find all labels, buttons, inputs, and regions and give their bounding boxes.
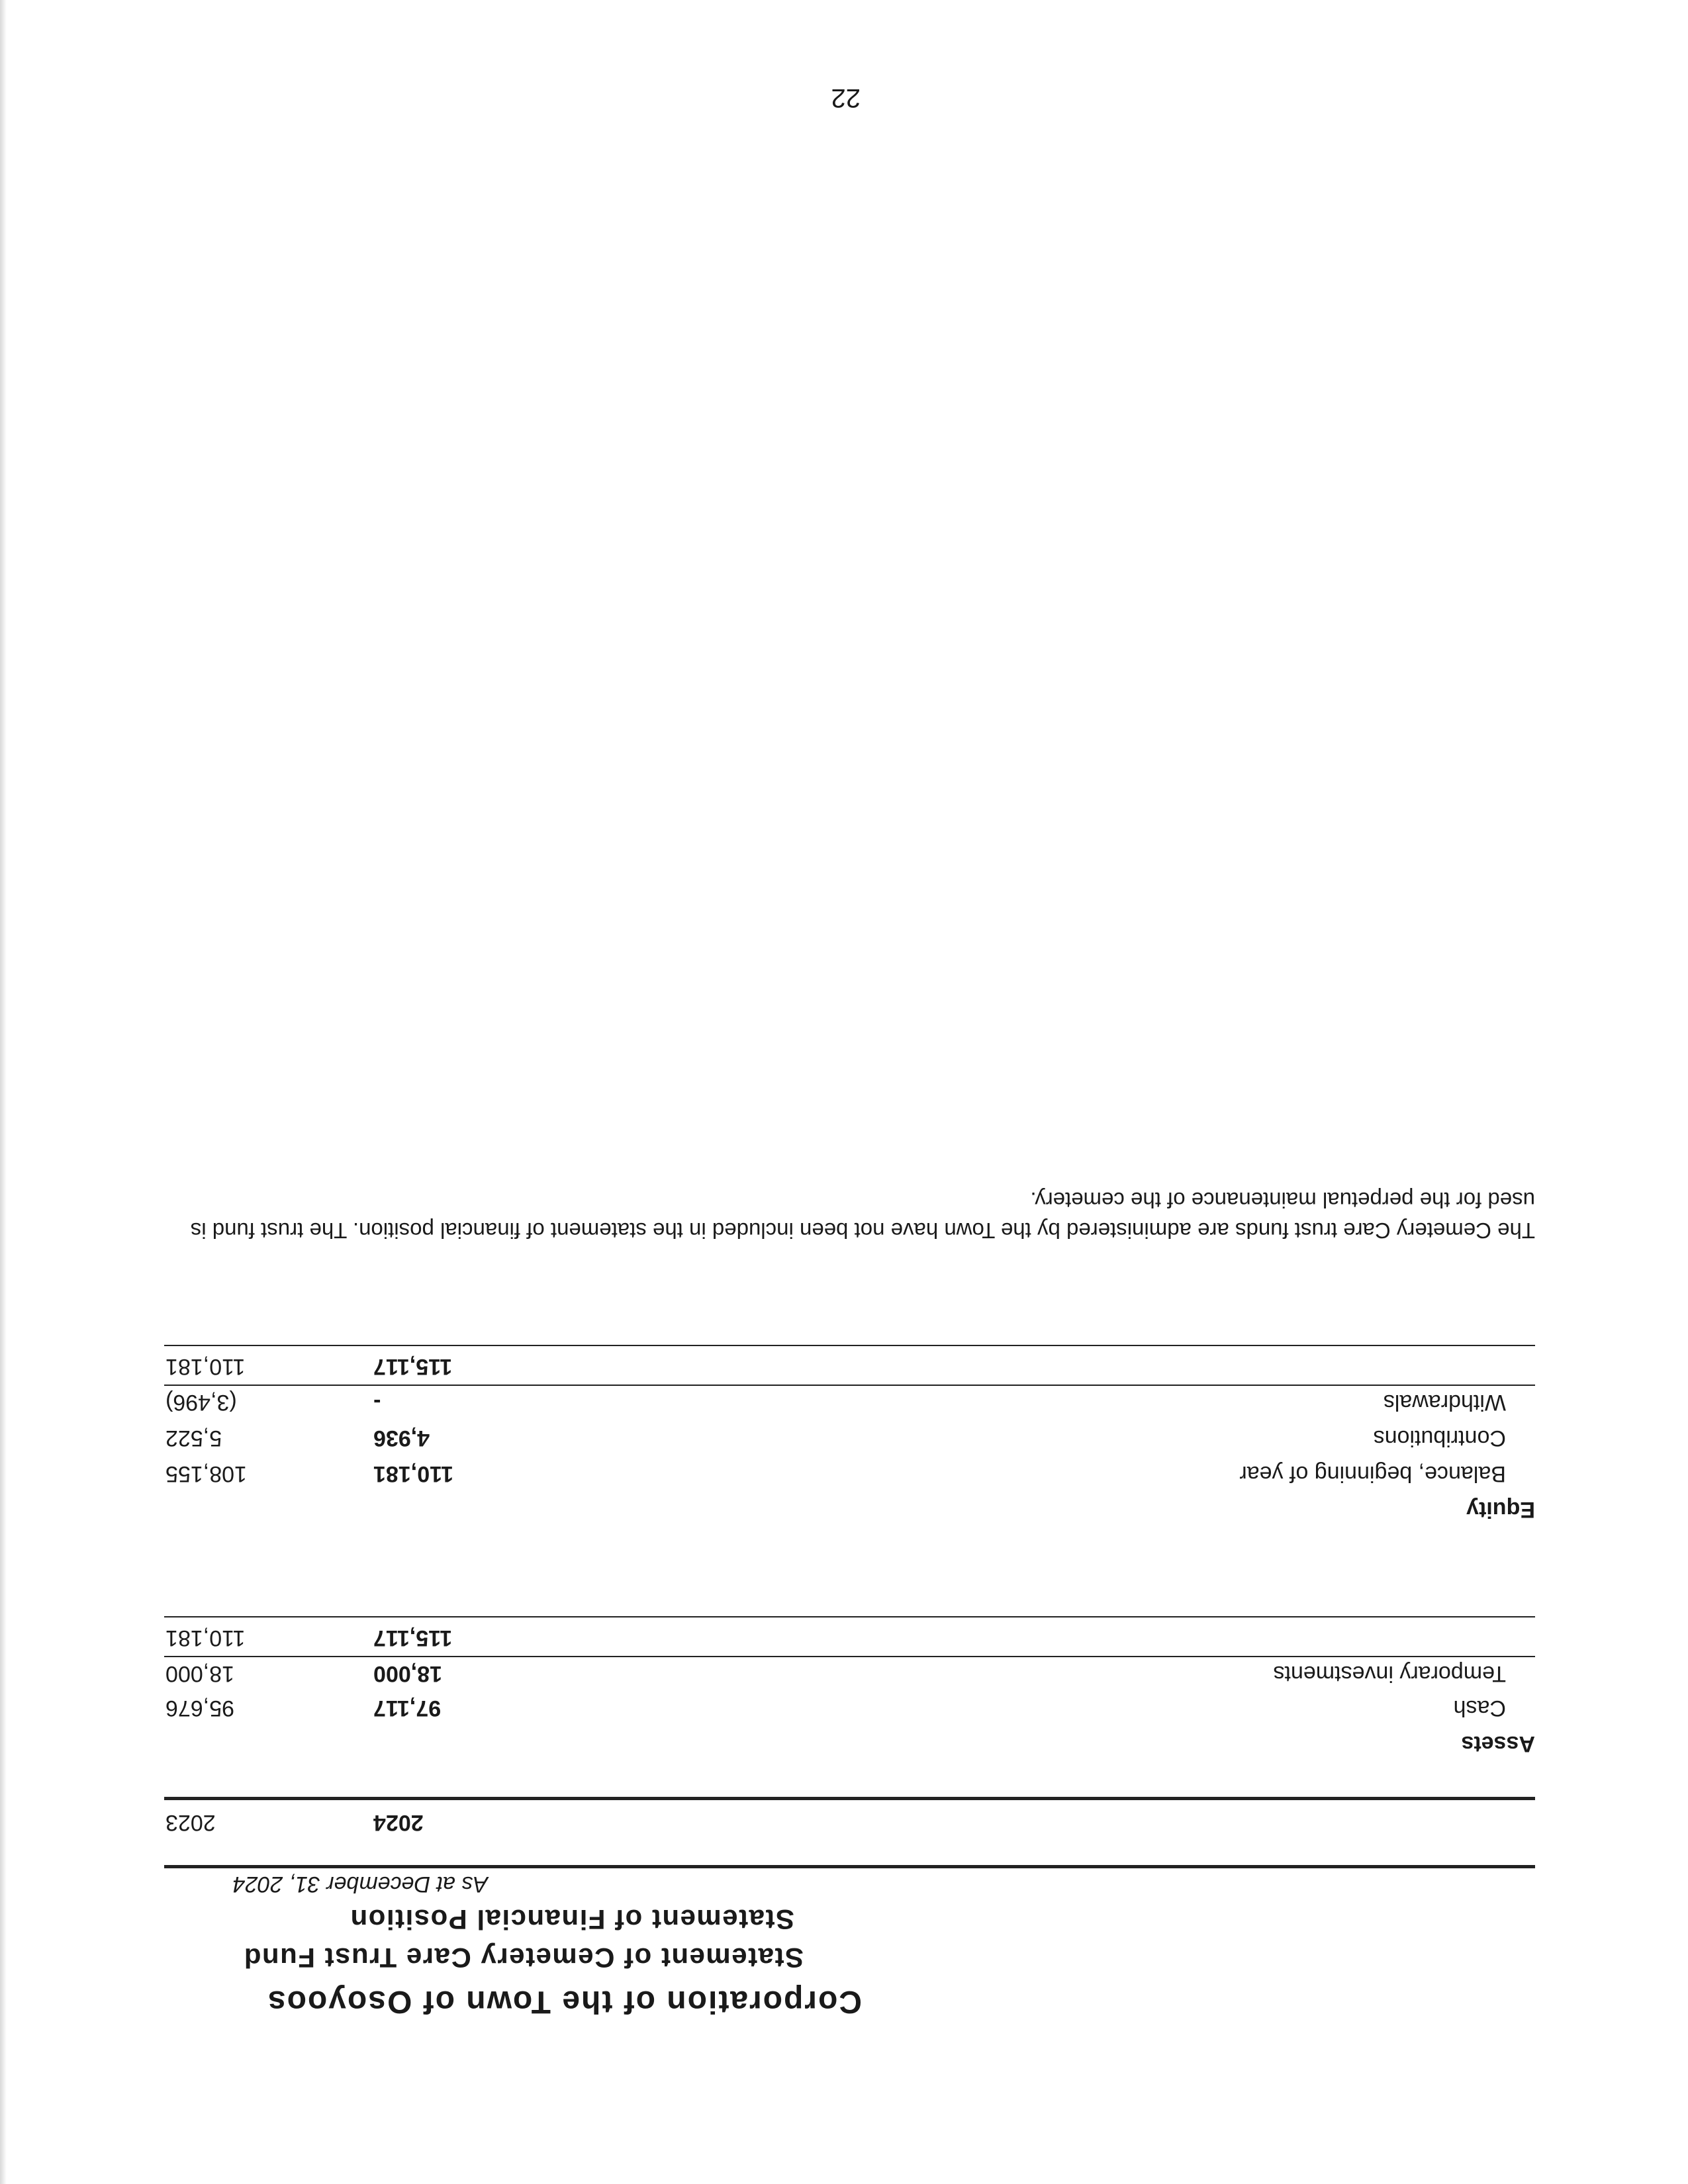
- equity-total-2024: 115,117: [373, 1354, 453, 1379]
- footnote: The Cemetery Care trust funds are administered by the Town have not been included in the statement of financial position. The trust fund is used for the perpetual maintenance of the cemetery.: [190, 1188, 1535, 1243]
- equity-total-2023: 110,181: [165, 1354, 246, 1379]
- equity-total-rule: [164, 1345, 1535, 1346]
- row-value-2023: 5,522: [165, 1426, 222, 1451]
- statement-title: Corporation of the Town of Osoyoos: [266, 1984, 862, 2019]
- column-header-2023: 2023: [165, 1810, 216, 1835]
- row-value-2023: 95,676: [165, 1696, 234, 1721]
- row-value-2023: (3,496): [165, 1390, 237, 1415]
- row-label: Withdrawals: [1383, 1390, 1506, 1415]
- statement-subtitle-2: Statement of Financial Position: [350, 1904, 794, 1935]
- assets-total-2024: 115,117: [373, 1625, 453, 1651]
- assets-total-rule: [164, 1616, 1535, 1617]
- row-value-2024: -: [373, 1390, 381, 1415]
- row-label: Cash: [1453, 1696, 1506, 1721]
- row-value-2023: 18,000: [165, 1661, 234, 1686]
- row-value-2024: 4,936: [373, 1426, 430, 1451]
- statement-subtitle: Statement of Cemetery Care Trust Fund: [243, 1942, 804, 1974]
- row-value-2024: 97,117: [373, 1696, 442, 1721]
- row-value-2023: 108,155: [165, 1461, 247, 1486]
- row-label: Balance, beginning of year: [1239, 1461, 1506, 1486]
- assets-heading: Assets: [1461, 1731, 1535, 1756]
- statement-date: As at December 31, 2024: [232, 1872, 488, 1897]
- row-value-2024: 18,000: [373, 1661, 442, 1686]
- row-label: Temporary investments: [1273, 1661, 1506, 1686]
- header-rule: [164, 1865, 1535, 1868]
- page-number: 22: [831, 83, 861, 113]
- column-header-rule: [164, 1797, 1535, 1800]
- assets-subtotal-rule: [164, 1656, 1535, 1657]
- equity-subtotal-rule: [164, 1385, 1535, 1386]
- assets-total-2023: 110,181: [165, 1625, 246, 1651]
- column-header-2024: 2024: [373, 1810, 424, 1835]
- equity-heading: Equity: [1466, 1497, 1535, 1522]
- scan-edge: [0, 0, 7, 2184]
- row-value-2024: 110,181: [373, 1461, 454, 1486]
- row-label: Contributions: [1373, 1426, 1506, 1451]
